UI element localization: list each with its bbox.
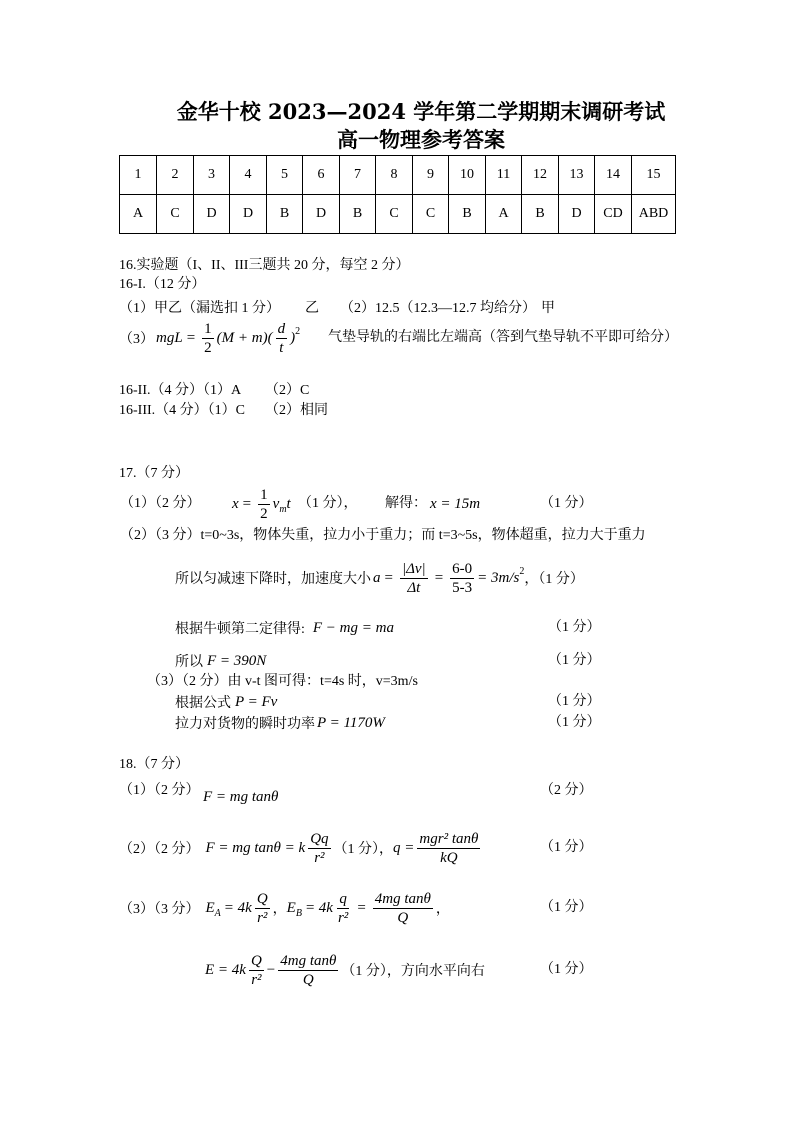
formula-lhs: mgL [156, 329, 183, 346]
force-formula: F = 390N [207, 652, 267, 669]
fraction-denominator: r² [337, 909, 349, 926]
answer-key-title: 高一物理参考答案 [337, 127, 505, 152]
fraction-mg-tan-over-q [278, 953, 338, 988]
exponent: 2 [295, 325, 301, 337]
fraction-one-half [258, 487, 270, 522]
q18-part3-line [119, 890, 450, 926]
formula-lhs: x [232, 495, 239, 512]
answer-cell: CD [595, 195, 632, 234]
fraction-mg-tan-over-q [373, 891, 433, 926]
q17-part3-line1: （3）（2 分）由 v-t 图可得：t=4s 时，v=3m/s [147, 674, 418, 689]
q16-header: 16.实验题（I、II、III三题共 20 分，每空 2 分） [119, 258, 410, 273]
result-formula: x = 15m [430, 495, 481, 512]
fraction-one-half [202, 321, 214, 356]
q18-part4-score: （1 分） [540, 962, 593, 977]
equals-sign: = [434, 569, 444, 586]
item-label: （3） [119, 332, 154, 347]
fraction-numerator: 1 [204, 320, 212, 337]
question-number-cell: 3 [194, 156, 230, 195]
field-ea-equation: = 4k [223, 899, 252, 916]
acceleration-score: ，（1 分） [524, 572, 584, 587]
fraction-denominator: r² [314, 849, 325, 866]
field-eb-subscript: B [295, 907, 302, 919]
answer-cell: A [120, 195, 157, 234]
q17-part2-acceleration [175, 560, 584, 596]
answer-cell: B [267, 195, 303, 234]
fraction-denominator: 5-3 [452, 579, 473, 596]
question-number-cell: 11 [486, 156, 522, 195]
equals-sign: = [384, 569, 393, 586]
answer-cell: C [157, 195, 194, 234]
mass-term: (M + m)( [216, 329, 273, 346]
force-formula: F = mg tanθ [203, 788, 279, 805]
fraction-denominator: 2 [260, 505, 268, 522]
item-label: （3）（3 分） [119, 902, 200, 917]
question-number-cell: 15 [632, 156, 676, 195]
question-number-cell: 7 [340, 156, 376, 195]
q18-part1-label: （1）（2 分） [119, 783, 200, 798]
power-result: P = 1170W [317, 714, 385, 731]
question-number-cell: 9 [413, 156, 449, 195]
fraction-numerator: Q [250, 952, 262, 969]
fraction-numerator: Q [256, 890, 268, 907]
question-number-cell: 6 [303, 156, 340, 195]
q18-header: 18.（7 分） [119, 757, 189, 772]
fraction-numerator: |Δv| [401, 560, 426, 577]
fraction-numerator: 4mg tanθ [374, 890, 431, 907]
fraction-numerator: mgr² tanθ [419, 830, 479, 847]
question-number-cell: 13 [559, 156, 595, 195]
power-formula: P = Fv [235, 693, 278, 710]
fraction-denominator: kQ [440, 849, 458, 866]
q16-part1-answer-3 [119, 320, 300, 356]
separator: ， [272, 902, 287, 917]
question-number-cell: 10 [449, 156, 486, 195]
exam-title: 金华十校 2023—2024 学年第二学期期末调研考试 [176, 99, 666, 124]
fraction-denominator: r² [251, 971, 262, 988]
q17-part1-label: （1）（2 分） [120, 496, 201, 511]
item-label: （2）（2 分） [119, 842, 200, 857]
q17-part1-score: （1 分） [540, 496, 593, 511]
field-eb-equation: = 4k [304, 899, 333, 916]
field-eb-symbol: E [286, 899, 296, 916]
q16-part3-answer-1: 16-III.（4 分）（1）C [119, 403, 245, 418]
formula-text: 根据公式 [175, 696, 231, 711]
q16-part1-answer-1: （1）甲乙（漏选扣 1 分） [119, 301, 280, 316]
question-number-row [120, 156, 676, 195]
question-number-cell: 12 [522, 156, 559, 195]
q17-part2-line1: （2）（3 分）t=0~3s，物体失重，拉力小于重力；而 t=3~5s，物体超重，拉力大于重力 [120, 528, 646, 543]
minus-sign: − [266, 961, 276, 978]
velocity-subscript: m [279, 503, 287, 515]
q17-part3-power-line [175, 705, 385, 741]
charge-lhs: q = [393, 839, 415, 856]
equals-sign: = [186, 329, 196, 346]
q16-part1-answer-2-second: 甲 [541, 301, 555, 316]
fraction-denominator: Q [397, 909, 409, 926]
fraction-values [450, 561, 474, 596]
fraction-numerator: 1 [260, 486, 268, 503]
q17-part1-result [430, 486, 480, 522]
equals-sign: = [242, 495, 252, 512]
inline-score: （1 分）， [333, 842, 394, 857]
separator: ， [435, 902, 450, 917]
fraction-q-over-r2 [249, 953, 264, 988]
fraction-numerator: Qq [310, 830, 329, 847]
q17-part1-score-a: （1 分）， [298, 496, 358, 511]
fraction-numerator: 4mg tanθ [280, 952, 337, 969]
answer-cell: B [449, 195, 486, 234]
fraction-q-over-r2 [336, 891, 350, 926]
power-text: 拉力对货物的瞬时功率 [175, 717, 315, 732]
q16-part3-answer-2: （2）相同 [265, 403, 328, 418]
answer-cell: D [559, 195, 595, 234]
fraction-qq-over-r2 [308, 831, 330, 866]
answer-cell: A [486, 195, 522, 234]
newton-formula: F − mg = ma [312, 619, 394, 636]
answer-table [119, 155, 676, 234]
q18-part2-line [119, 830, 483, 866]
q17-part2-newton-score: （1 分） [548, 620, 601, 635]
force-text: 所以 [175, 655, 203, 670]
question-number-cell: 2 [157, 156, 194, 195]
answer-cell: D [194, 195, 230, 234]
field-e-equation: E = 4k [205, 961, 246, 978]
answer-cell: ABD [632, 195, 676, 234]
answer-cell: D [230, 195, 267, 234]
q17-part3-formula-score: （1 分） [548, 694, 601, 709]
force-formula: F = mg tanθ = k [205, 839, 306, 856]
q18-part3-score: （1 分） [540, 900, 593, 915]
q18-part2-score: （1 分） [540, 840, 593, 855]
fraction-numerator: 6-0 [452, 560, 473, 577]
fraction-denominator: Q [302, 971, 314, 988]
equals-sign: = [357, 899, 366, 916]
question-number-cell: 1 [120, 156, 157, 195]
acceleration-symbol: a [373, 569, 381, 586]
answer-cell: B [340, 195, 376, 234]
exponent: 2 [519, 565, 525, 577]
q17-part2-force-score: （1 分） [548, 653, 601, 668]
q16-part2-answer-2: （2）C [265, 383, 310, 398]
time-symbol: t [286, 495, 291, 512]
answer-cell: D [303, 195, 340, 234]
acceleration-result: = 3m/s [477, 569, 520, 586]
q16-part1-note: 气垫导轨的右端比左端高（答到气垫导轨不平即可给分） [328, 330, 678, 345]
direction-text: （1 分），方向水平向右 [341, 964, 485, 979]
fraction-denominator: r² [257, 909, 268, 926]
question-number-cell: 5 [267, 156, 303, 195]
q18-part1-score: （2 分） [540, 783, 593, 798]
answer-row [120, 195, 676, 234]
question-number-cell: 8 [376, 156, 413, 195]
q16-part1-title: 16-I.（12 分） [119, 277, 206, 292]
field-ea-symbol: E [205, 899, 215, 916]
fraction-numerator: q [339, 890, 347, 907]
question-number-cell: 4 [230, 156, 267, 195]
fraction-numerator: d [277, 320, 286, 337]
fraction-denominator: t [279, 339, 284, 356]
answer-cell: C [413, 195, 449, 234]
fraction-dv-over-dt [400, 561, 428, 596]
fraction-denominator: 2 [204, 339, 212, 356]
q18-part4-line [205, 952, 485, 988]
velocity-symbol: v [272, 495, 280, 512]
q17-part1-formula [232, 486, 291, 522]
q17-part3-power-score: （1 分） [548, 715, 601, 730]
acceleration-text: 所以匀减速下降时，加速度大小 [175, 572, 371, 587]
q17-part1-solve-label: 解得： [385, 496, 427, 511]
newton-text: 根据牛顿第二定律得: [175, 622, 305, 637]
q17-header: 17.（7 分） [119, 466, 189, 481]
question-number-cell: 14 [595, 156, 632, 195]
q18-part1-formula [203, 779, 278, 815]
q16-part2-answer-1: 16-II.（4 分）（1）A [119, 383, 242, 398]
field-ea-subscript: A [214, 907, 221, 919]
answer-cell: B [522, 195, 559, 234]
fraction-denominator: Δt [407, 579, 421, 596]
q17-part2-newton [175, 610, 394, 646]
q16-part1-answer-2: （2）12.5（12.3—12.7 均给分） [340, 301, 536, 316]
fraction-d-over-t [276, 321, 288, 356]
fraction-q-over-r2 [255, 891, 270, 926]
closing-paren: ) [290, 329, 296, 346]
answer-cell: C [376, 195, 413, 234]
fraction-charge [417, 831, 480, 866]
q16-part1-answer-1-second: 乙 [305, 301, 319, 316]
